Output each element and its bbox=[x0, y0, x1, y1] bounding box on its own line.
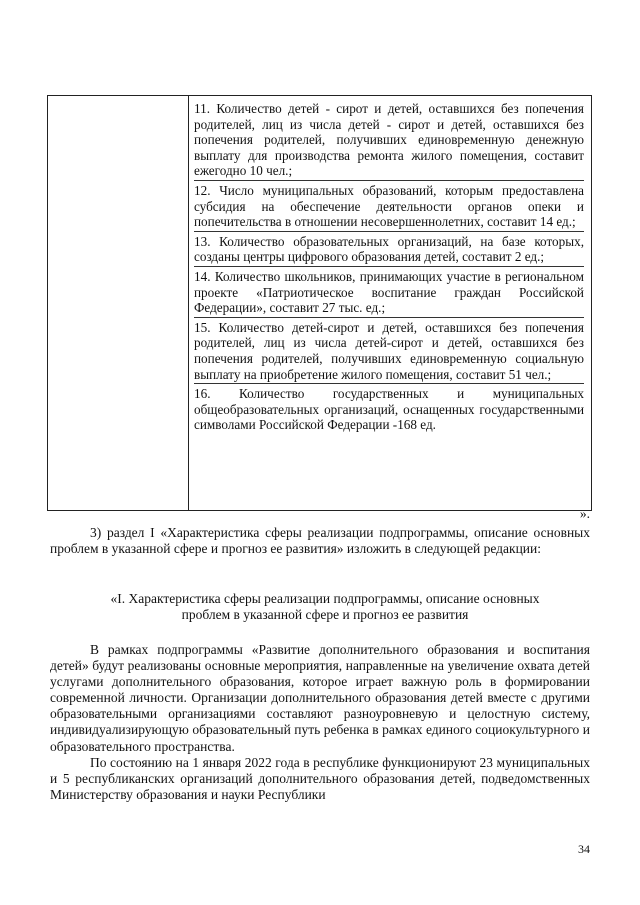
indicator-item: 11. Количество детей - сирот и детей, оставшихся без попечения родителей, лиц из числа детей - сирот и детей, оставшихся без попечения родителей, получивших единовременную денежную выплату для производства ремонта жилого помещения, составит ежегодно 10 чел.; bbox=[194, 101, 584, 181]
table-cell-indicators bbox=[194, 101, 584, 436]
table-column-divider bbox=[188, 96, 189, 510]
indicator-table bbox=[47, 95, 592, 511]
indicator-item: 14. Количество школьников, принимающих участие в региональном проекте «Патриотическое воспитание граждан Российской Федерации», составит 27 тыс. ед.; bbox=[194, 269, 584, 318]
indicator-item: 16. Количество государственных и муниципальных общеобразовательных организаций, оснащенных государственными символами Российской Федерации -168 ед. bbox=[194, 386, 584, 433]
section-heading: «I. Характеристика сферы реализации подпрограммы, описание основных проблем в указанной сфере и прогноз ее развития bbox=[110, 591, 540, 622]
page-number: 34 bbox=[578, 842, 590, 856]
paragraph-subprogram bbox=[50, 642, 590, 803]
paragraph-text: 3) раздел I «Характеристика сферы реализации подпрограммы, описание основных проблем в указанной сфере и прогноз ее развития» изложить в следующей редакции: bbox=[50, 525, 590, 557]
paragraph-section-3 bbox=[50, 525, 590, 557]
paragraph-text: В рамках подпрограммы «Развитие дополнительного образования и воспитания детей» будут реализованы основные мероприятия, направленные на увеличение охвата детей услугами дополнительного образования, которое играет важную роль в формировании современной личности. Организации дополнительного образования детей вместе с другими образовательными организациями составляют разноуровневую и целостную систему, индивидуализирующую образовательный путь ребенка в рамках единого социокультурного и образовательного пространства. bbox=[50, 642, 590, 754]
indicator-item: 12. Число муниципальных образований, которым предоставлена субсидия на обеспечение деятельности органов опеки и попечительства в отношении несовершеннолетних, составит 14 ед.; bbox=[194, 183, 584, 232]
indicator-item: 13. Количество образовательных организаций, на базе которых, созданы центры цифрового образования детей, составит 2 ед.; bbox=[194, 234, 584, 267]
paragraph-text: По состоянию на 1 января 2022 года в республике функционируют 23 муниципальных и 5 республиканских организаций дополнительного образования детей, подведомственных Министерству образования и науки Республики bbox=[50, 754, 590, 802]
closing-quote: ». bbox=[579, 506, 590, 521]
indicator-item: 15. Количество детей-сирот и детей, оставшихся без попечения родителей, лиц из числа детей-сирот и детей, оставшихся без попечения родителей, получивших единовременную социальную выплату на приобретение жилого помещения, составит 51 чел.; bbox=[194, 320, 584, 384]
